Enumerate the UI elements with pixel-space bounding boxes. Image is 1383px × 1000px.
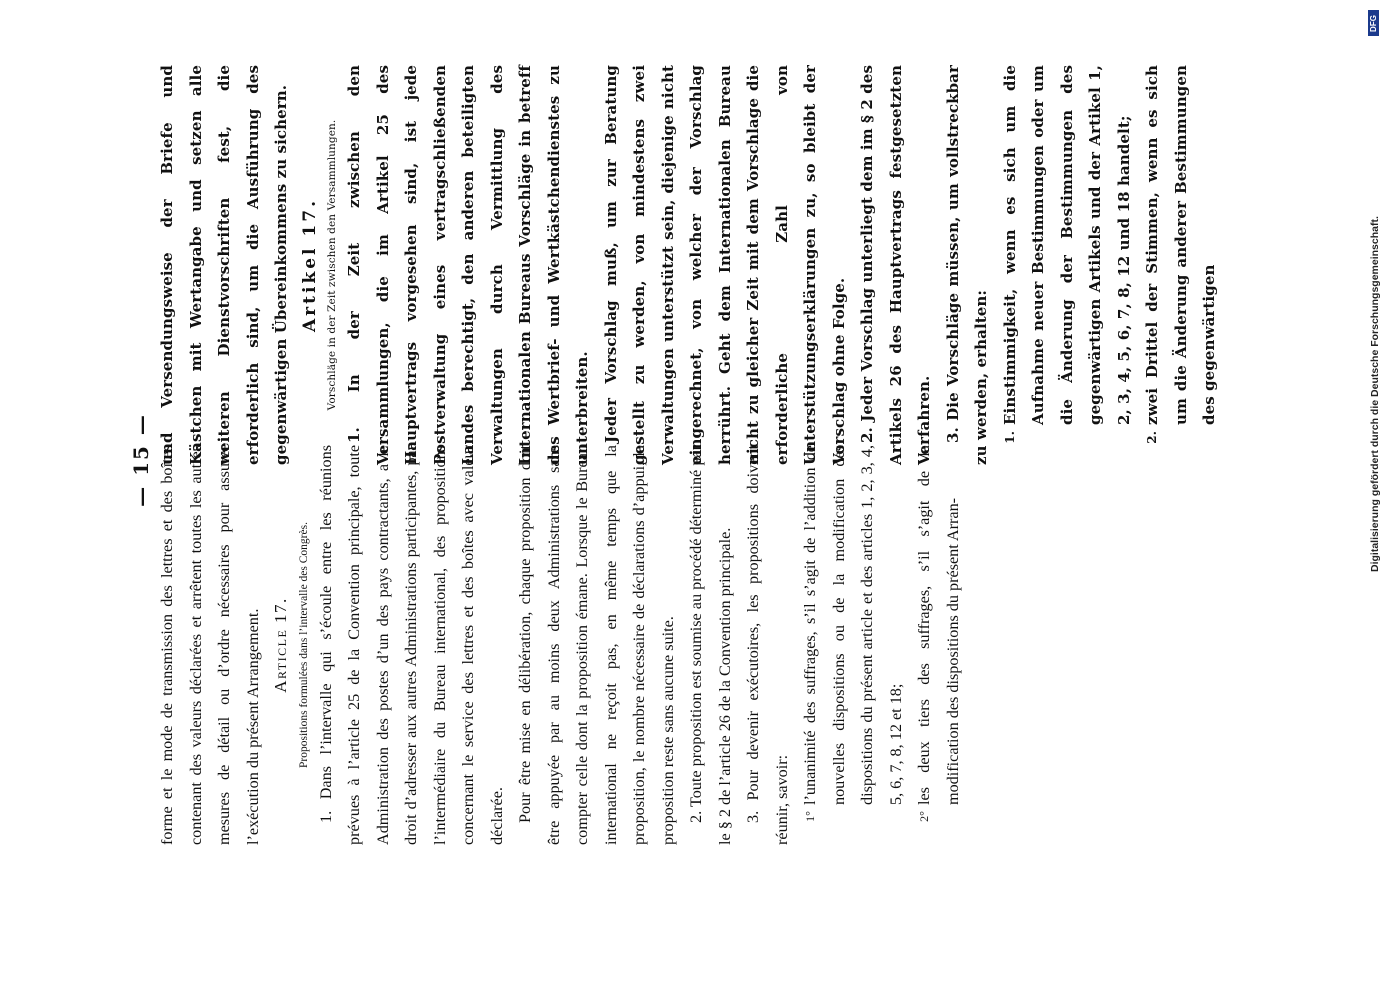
german-article-subtitle: Vorschläge in der Zeit zwischen den Versammlungen. xyxy=(326,119,338,411)
french-paragraph: 1. Dans l’intervalle qui s’écoule entre les réunions prévues à l’article 25 de la Convention principale, toute Administration des postes d’un des pays contractants, a le droit d’adresser aux autres Administrations participantes, par l’intermédiaire du Bureau international, des propositions concernant le service des lettres et des boîtes avec valeur déclarée. xyxy=(316,445,506,845)
german-paragraph: Jeder Vorschlag muß, um zur Beratung gestellt zu werden, von mindestens zwei Verwaltungen unterstützt sein, diejenige nicht eingerechnet, von welcher der Vorschlag herrührt. Geht dem Internationalen Bureau nicht zu gleicher Zeit mit dem Vorschlage die erforderliche Zahl von Unterstützungserklärungen zu, so bleibt der Vorschlag ohne Folge. xyxy=(601,65,848,465)
french-column xyxy=(153,445,967,845)
list-item-text: Einstimmigkeit, wenn es sich um die Aufnahme neuer Bestimmungen oder um die Änderung der Bestimmungen des gegenwärtigen Artikels und der Artikel 1, 2, 3, 4, 5, 6, 7, 8, 12 und 18 handelt; xyxy=(1000,65,1133,425)
german-column xyxy=(153,65,1224,465)
french-intro: forme et le mode de transmission des lettres et des boîtes contenant des valeurs déclarées et arrêtent toutes les autres mesures de détail ou d’ordre nécessaires pour assurer l’exécution du présent Arrangement. xyxy=(158,445,262,845)
german-paragraph: 1. In der Zeit zwischen den Versammlungen, die im Artikel 25 des Hauptvertrags vorgesehen sind, ist jede Postverwaltung eines vertragschließenden Landes berechtigt, den anderen beteiligten Verwaltungen durch Vermittlung des Internationalen Bureaus Vorschläge in betreff des Wertbrief- und Wertkästchendienstes zu unterbreiten. xyxy=(345,65,591,465)
rotated-page-content xyxy=(129,20,1249,900)
german-intro: und Versendungsweise der Briefe und Kästchen mit Wertangabe und setzen alle weiteren Dienstvorschriften fest, die erforderlich sind, um die Ausführung des gegenwärtigen Übereinkommens zu sichern. xyxy=(158,65,290,465)
list-item-number: 2° xyxy=(917,811,931,822)
digitization-credit: Digitalisierung gefördert durch die Deutsche Forschungsgemeinschaft. xyxy=(1369,216,1381,572)
list-item-number: 1° xyxy=(803,811,817,822)
french-list-item xyxy=(796,445,910,845)
dfg-logo-text: DFG xyxy=(1369,14,1379,32)
list-item-number: 1. xyxy=(1002,431,1017,444)
list-item-text: les deux tiers des suffrages, s’il s’agit de la modification des dispositions du présent Arran- xyxy=(915,445,962,805)
french-article-title: Article 17. xyxy=(271,597,290,693)
french-paragraph: Pour être mise en délibération, chaque proposition doit être appuyée par au moins deux Administrations sans compter celle dont la proposition émane. Lorsque le Bureau international ne reçoit pas, en même temps que la proposition, le nombre nécessaire de déclarations d’appui, la proposition reste sans aucune suite. xyxy=(516,445,677,845)
page-number: — 15 — xyxy=(129,413,153,507)
french-article-subtitle: Propositions formulées dans l’intervalle des Congrès. xyxy=(297,522,310,768)
french-list-item xyxy=(910,445,967,845)
german-paragraph: 2. Jeder Vorschlag unterliegt dem im § 2 des Artikels 26 des Hauptvertrags festgesetzten Verfahren. xyxy=(858,65,933,465)
german-list-item xyxy=(996,65,1139,465)
list-item-text: l’unanimité des suffrages, s’il s’agit de l’addition de nouvelles dispositions ou de la modification des dispositions du présent article et des articles 1, 2, 3, 4, 5, 6, 7, 8, 12 et 18; xyxy=(801,445,905,805)
list-item-text: zwei Drittel der Stimmen, wenn es sich um die Änderung anderer Bestimmungen des gegenwärtigen xyxy=(1143,65,1218,425)
french-paragraph: 3. Pour devenir exécutoires, les propositions doivent réunir, savoir: xyxy=(744,445,791,845)
german-paragraph: 3. Die Vorschläge müssen, um vollstreckbar zu werden, erhalten: xyxy=(943,65,990,465)
list-item-number: 2. xyxy=(1145,431,1159,444)
german-article-title: Artikel 17. xyxy=(299,198,320,333)
french-paragraph: 2. Toute proposition est soumise au procédé déterminé par le § 2 de l’article 26 de la Convention principale. xyxy=(687,445,734,845)
german-list-item xyxy=(1138,65,1224,465)
